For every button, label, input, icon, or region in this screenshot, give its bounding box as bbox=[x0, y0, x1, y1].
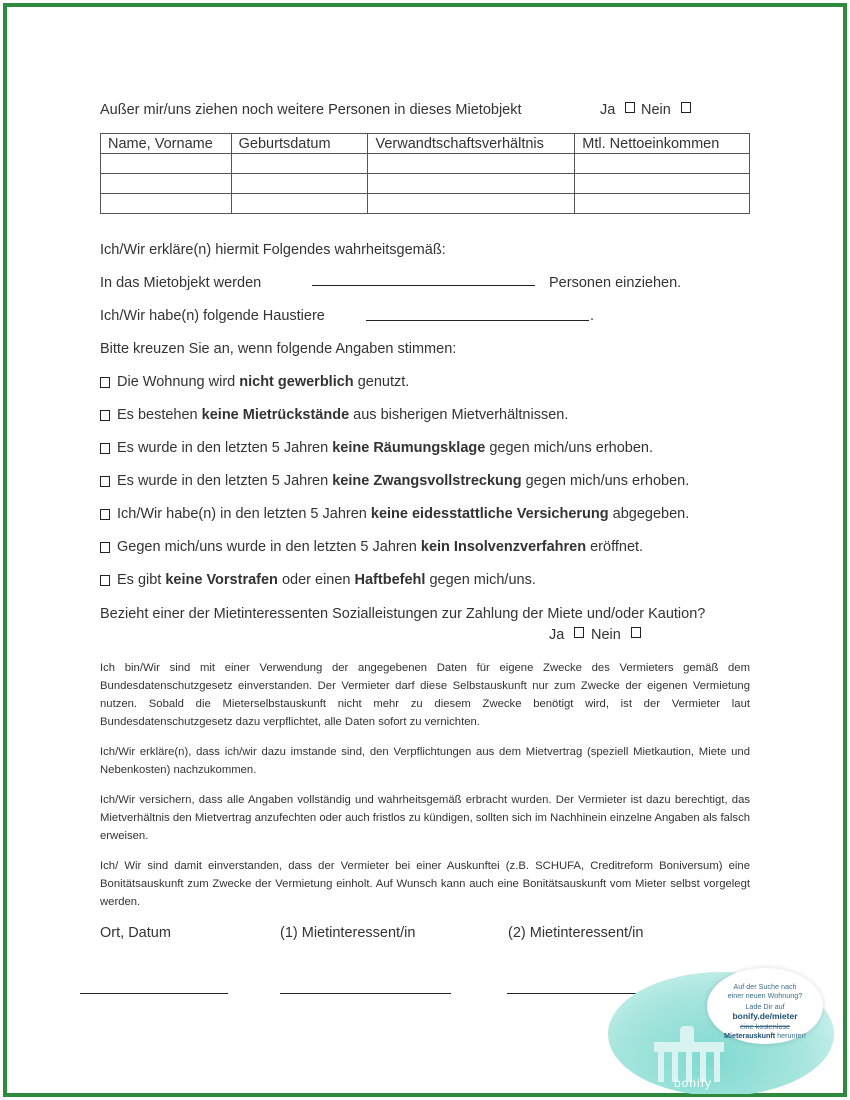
item-text: abgegeben. bbox=[608, 506, 690, 522]
persons-question: Außer mir/uns ziehen noch weitere Personen in dieses Mietobjekt bbox=[100, 102, 522, 118]
checklist-item bbox=[100, 539, 643, 555]
bonify-logo: bonify bbox=[674, 1076, 713, 1090]
item-text: Es bestehen bbox=[117, 407, 202, 423]
checklist-item bbox=[100, 572, 536, 588]
table-row bbox=[101, 194, 750, 214]
item-bold: keine eidesstattliche Versicherung bbox=[370, 506, 609, 522]
item-text: Es wurde in den letzten 5 Jahren bbox=[117, 473, 333, 489]
pets-suffix: . bbox=[590, 308, 595, 324]
item-text: eröffnet. bbox=[586, 539, 644, 555]
persons-count-field[interactable] bbox=[312, 285, 535, 286]
social-no-checkbox[interactable] bbox=[631, 627, 641, 638]
table-cell[interactable] bbox=[368, 194, 575, 214]
item-bold: keine Vorstrafen bbox=[165, 572, 278, 588]
persons-yes-checkbox[interactable] bbox=[625, 102, 635, 113]
credit-check-paragraph: Ich/ Wir sind damit einverstanden, dass der Vermieter bei einer Auskunftei (z.B. SCHUFA, Creditreform Boniversum) eine Bonitätsauskunft zum Zwecke der Vermietung einholt. Auf Wunsch kann auch eine Bonitätsauskunft vom Mieter selbst vorgelegt werden. bbox=[100, 860, 750, 908]
table-cell[interactable] bbox=[575, 174, 750, 194]
social-yes-label: Ja bbox=[549, 627, 565, 643]
signature-line-date[interactable] bbox=[80, 993, 228, 994]
persons-yes bbox=[600, 102, 635, 118]
gate-pillar bbox=[658, 1052, 664, 1082]
table-header: Verwandtschaftsverhältnis bbox=[368, 134, 575, 154]
pets-prefix: Ich/Wir habe(n) folgende Haustiere bbox=[100, 308, 325, 324]
truthfulness-paragraph: Ich/Wir versichern, dass alle Angaben vollständig und wahrheitsgemäß erbracht wurden. Der Vermieter ist dazu berechtigt, das Mietverhältnis den Mietvertrag anzufechten oder auch fristlos zu kündigen, sollten sich im Nachhinein einzelne Angaben als falsch erweisen. bbox=[100, 794, 750, 842]
declaration-intro: Ich/Wir erkläre(n) hiermit Folgendes wahrheitsgemäß: bbox=[100, 242, 446, 258]
table-row bbox=[101, 154, 750, 174]
table-cell[interactable] bbox=[368, 154, 575, 174]
item-text: Die Wohnung wird bbox=[117, 374, 240, 390]
obligations-paragraph: Ich/Wir erkläre(n), dass ich/wir dazu imstande sind, den Verpflichtungen aus dem Mietvertrag (speziell Mietkaution, Miete und Nebenkosten) nachzukommen. bbox=[100, 746, 750, 776]
persons-no-checkbox[interactable] bbox=[681, 102, 691, 113]
privacy-paragraph: Ich bin/Wir sind mit einer Verwendung der angegebenen Daten für eigene Zwecke des Vermieters gemäß dem Bundesdatenschutzgesetz einverstanden. Der Vermieter darf diese Selbstauskunft nur zum Zwecke der eigenen Vermietung nutzen. Sobald die Mieterselbstauskunft nicht mehr zu diesem Zwecke benötigt wird, ist der Vermieter laut Bundesdatenschutzgesetz dazu verpflichtet, alle Daten sofort zu vernichten. bbox=[100, 662, 750, 728]
item-bold: keine Zwangsvollstreckung bbox=[332, 473, 522, 489]
ad-line: Auf der Suche nach bbox=[733, 982, 797, 991]
checklist-item bbox=[100, 440, 653, 456]
item-bold: keine Räumungsklage bbox=[332, 440, 486, 456]
item-text: Es gibt bbox=[117, 572, 166, 588]
item-text: gegen mich/uns. bbox=[425, 572, 536, 588]
persons-yes-label: Ja bbox=[600, 102, 616, 118]
table-cell[interactable] bbox=[101, 174, 232, 194]
item-bold: Haftbefehl bbox=[354, 572, 426, 588]
checklist-item bbox=[100, 473, 689, 489]
item-text: gegen mich/uns erhoben. bbox=[485, 440, 653, 456]
checklist-checkbox[interactable] bbox=[100, 410, 110, 421]
signature-label-2: (2) Mietinteressent/in bbox=[508, 925, 644, 941]
ad-speech-bubble bbox=[707, 968, 823, 1044]
table-cell[interactable] bbox=[231, 154, 368, 174]
bonify-ad[interactable] bbox=[604, 964, 840, 1094]
social-yes-checkbox[interactable] bbox=[574, 627, 584, 638]
social-yes bbox=[549, 627, 584, 643]
gate-pillar bbox=[714, 1052, 720, 1082]
ad-line: Lade Dir auf bbox=[745, 1002, 785, 1011]
item-bold: nicht gewerblich bbox=[239, 374, 354, 390]
checklist-item bbox=[100, 374, 409, 390]
gate-quadriga bbox=[680, 1026, 694, 1042]
signature-label-1: (1) Mietinteressent/in bbox=[280, 925, 416, 941]
table-cell[interactable] bbox=[101, 194, 232, 214]
ad-line: herunter! bbox=[775, 1031, 806, 1040]
checklist-intro: Bitte kreuzen Sie an, wenn folgende Angaben stimmen: bbox=[100, 341, 457, 357]
checklist-checkbox[interactable] bbox=[100, 509, 110, 520]
table-header: Mtl. Nettoeinkommen bbox=[575, 134, 750, 154]
item-text: Es wurde in den letzten 5 Jahren bbox=[117, 440, 333, 456]
item-bold: kein Insolvenzverfahren bbox=[420, 539, 587, 555]
social-question: Bezieht einer der Mietinteressenten Sozialleistungen zur Zahlung der Miete und/oder Kaution? bbox=[100, 606, 706, 622]
checklist-checkbox[interactable] bbox=[100, 377, 110, 388]
table-row bbox=[101, 174, 750, 194]
social-no-label: Nein bbox=[591, 627, 621, 643]
item-text: aus bisherigen Mietverhältnissen. bbox=[349, 407, 569, 423]
table-cell[interactable] bbox=[368, 174, 575, 194]
item-text: Gegen mich/uns wurde in den letzten 5 Jahren bbox=[117, 539, 421, 555]
item-bold: keine Mietrückstände bbox=[201, 407, 350, 423]
persons-count-prefix: In das Mietobjekt werden bbox=[100, 275, 262, 291]
checklist-checkbox[interactable] bbox=[100, 443, 110, 454]
item-text: gegen mich/uns erhoben. bbox=[521, 473, 690, 489]
signature-label-date: Ort, Datum bbox=[100, 925, 171, 941]
table-cell[interactable] bbox=[101, 154, 232, 174]
checklist-checkbox[interactable] bbox=[100, 476, 110, 487]
persons-no-label: Nein bbox=[641, 102, 671, 118]
pets-field[interactable] bbox=[366, 320, 589, 321]
persons-count-suffix: Personen einziehen. bbox=[549, 275, 682, 291]
item-text: Ich/Wir habe(n) in den letzten 5 Jahren bbox=[117, 506, 371, 522]
signature-line-1[interactable] bbox=[280, 993, 451, 994]
ad-line: einer neuen Wohnung? bbox=[727, 991, 803, 1000]
ad-line-bold: Mieterauskunft bbox=[724, 1031, 776, 1040]
item-text: oder einen bbox=[277, 572, 355, 588]
table-cell[interactable] bbox=[575, 154, 750, 174]
checklist-checkbox[interactable] bbox=[100, 575, 110, 586]
social-no bbox=[591, 627, 641, 643]
checklist-item bbox=[100, 506, 689, 522]
table-header: Name, Vorname bbox=[101, 134, 232, 154]
table-header: Geburtsdatum bbox=[231, 134, 368, 154]
item-text: genutzt. bbox=[353, 374, 410, 390]
ad-link[interactable]: bonify.de/mieter bbox=[732, 1011, 798, 1021]
persons-table bbox=[100, 133, 750, 214]
table-cell[interactable] bbox=[575, 194, 750, 214]
checklist-checkbox[interactable] bbox=[100, 542, 110, 553]
ad-line: eine kostenlose bbox=[740, 1022, 790, 1031]
table-cell[interactable] bbox=[231, 174, 368, 194]
checklist-item bbox=[100, 407, 568, 423]
table-cell[interactable] bbox=[231, 194, 368, 214]
table-header-row bbox=[101, 134, 750, 154]
gate-roof bbox=[654, 1042, 724, 1052]
persons-no bbox=[641, 102, 691, 118]
